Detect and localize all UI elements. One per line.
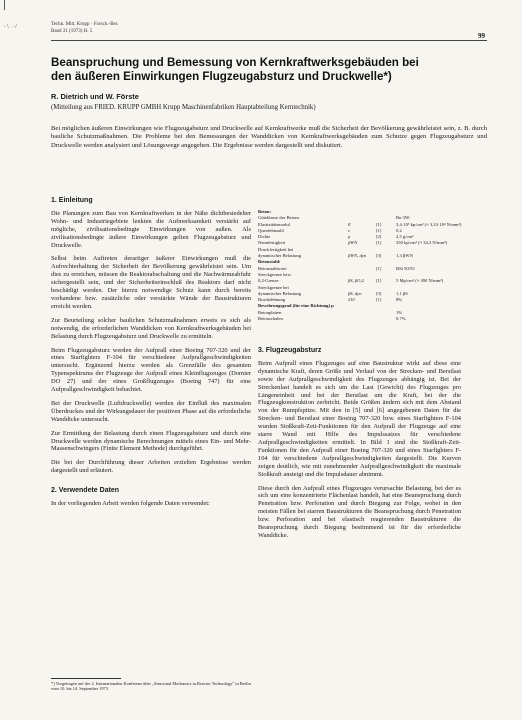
table-cell-value: 0,7% xyxy=(396,316,406,322)
table-cell-label: Nennfestigkeit xyxy=(258,240,286,246)
table-cell-unit: [3] xyxy=(376,290,382,296)
table-cell-value: 350 kp/cm² (≈ 34,3 N/mm²) xyxy=(396,240,448,246)
table-cell-unit xyxy=(376,316,396,322)
footnote xyxy=(51,678,251,692)
paragraph: Die Planungen zum Bau von Kernkraftwerken in der Nähe dichtbesiedelter Wohn- und Industriegebiete lenkten die Aufmerksamkeit verstärkt auf mögliche, zivilisationsbedingte Einwirkungen von außen. Als zivilisationsbedingte äußere Einwirkungen gelten Flugzeugabsturz und Druckwelle. xyxy=(51,209,251,249)
paragraph: Zur Ermittlung der Belastung durch einen Flugzeugabsturz und durch eine Druckwelle werden dynamische Berechnungen mittels eines Ein- und Mehr-Massenschwingers (Finite Element Methode) durchgeführt. xyxy=(51,429,251,453)
table-cell-unit: [2] xyxy=(376,234,382,240)
table-cell-label: Beton: xyxy=(258,209,272,214)
journal-line-2: Band 31 (1973) H. 5 xyxy=(51,29,93,34)
table-cell-unit: [1] xyxy=(376,221,382,227)
table-cell-symbol: ρ xyxy=(348,234,351,240)
table-cell-unit: [3] xyxy=(376,253,382,259)
title-line-1: Beanspruchung und Bemessung von Kernkraftwerksgebäuden bei xyxy=(51,56,419,69)
materials-table xyxy=(258,209,508,322)
paragraph: In der vorliegenden Arbeit werden folgende Daten verwendet: xyxy=(51,500,210,508)
right-column xyxy=(258,347,461,546)
table-cell-label: 0,2-Grenze xyxy=(258,278,279,284)
table-cell-label: Betonschalen xyxy=(258,316,283,322)
paragraph: Die bei der Durchführung dieser Arbeiten erzielten Ergebnisse werden dargestellt und erläutert. xyxy=(51,459,251,475)
table-cell-label: Betonstahl: xyxy=(258,259,281,265)
journal-line-1: Techn. Mitt. Krupp · Forsch.-Ber. xyxy=(51,22,119,27)
table-cell-unit: [1] xyxy=(376,227,382,233)
table-cell-label: dynamischer Belastung xyxy=(258,290,301,296)
table-cell-unit: [1] xyxy=(376,278,382,284)
table-cell-label: dynamischer Belastung xyxy=(258,253,301,259)
table-cell-unit: [1] xyxy=(376,240,382,246)
table-cell-label: Betonplatten xyxy=(258,309,282,315)
table-cell-symbol: ν xyxy=(348,227,351,233)
table-cell-value: Bn 350 xyxy=(396,215,410,221)
section-heading-flugzeugabsturz: 3. Flugzeugabsturz xyxy=(258,347,322,354)
paragraph: Diese durch den Aufprall eines Flugzeuges verursachte Belastung, bei der es sich um eine konzentrierte Flächenlast handelt, hat eine Beanspruchung durch Penetration bzw. Perforation und durch Biegung zur Folge, wobei in den meisten Fällen bei starren Baustrukturen die Beanspruchung durch Penetration bzw. Perforation und bei elastisch reagierenden Baustrukturen die Beanspruchung durch Biegung bestimmend ist für die erforderliche Wanddicke. xyxy=(258,484,461,539)
page-number: 99 xyxy=(478,32,485,40)
table-cell-value: 8% xyxy=(396,297,403,303)
table-cell-value: BSt 50/55 xyxy=(396,265,415,271)
table-cell-value: 1,1 βS xyxy=(396,290,408,296)
authors: R. Dietrich und W. Förste xyxy=(51,92,139,101)
table-cell-symbol: βWN, dyn xyxy=(348,253,367,259)
paragraph: Selbst beim Auftreten derartiger äußerer Einwirkungen muß die Aufrechterhaltung der Sicherheit der Bevölkerung gewährleistet sein. Um dies zu erreichen, müssen die Reaktorabschaltung und die Nachwärmeabfuhr sichergestellt sein, und der Sicherheitseinschluß des Reaktors darf nicht beschädigt werden. Der hierzu notwendige Schutz kann durch bereits vorhandene bzw. zusätzliche oder verstärkte Wände der Baustrukturen erreicht werden. xyxy=(51,255,251,310)
table-cell-label: Streckgrenze bei xyxy=(258,284,289,290)
table-cell-value: 5 Mp/cm² (≈ 490 N/mm²) xyxy=(396,278,444,284)
affiliation: (Mitteilung aus FRIED. KRUPP GMBH Krupp Maschinenfabriken Hauptabteilung Kerntechnik) xyxy=(51,104,316,111)
table-cell-symbol: E xyxy=(348,221,351,227)
paragraph: Bei der Druckwelle (Luftdruckwelle) werden der Einfluß des maximalen Überdruckes und der Wirkungsdauer der positiven Phase auf die erforderliche Wanddicke untersucht. xyxy=(51,399,251,423)
table-cell-label: Querdehnzahl xyxy=(258,227,284,233)
materials-table-block xyxy=(258,209,510,322)
corner-mark: ·\ ·/ xyxy=(4,24,18,30)
edge-mark xyxy=(4,0,5,10)
table-cell-label: Streckgrenze bzw. xyxy=(258,271,292,277)
table-cell-label: Elastizitätsmodul xyxy=(258,221,290,227)
table-cell-symbol xyxy=(348,316,376,322)
footnote-rule xyxy=(51,678,121,679)
section-heading-daten: 2. Verwendete Daten xyxy=(51,487,120,495)
paragraph: Zur Beurteilung solcher baulichen Schutzmaßnahmen erweis es sich als notwendig, die erforderlichen Wanddicken von Kernkraftwerksgebäuden bei Belastung durch Flugzeugabsturz und Druckwelle zu ermitteln. xyxy=(51,316,251,340)
table-cell-value: 3,4·10⁵ kp/cm² (≈ 3,33·10⁴ N/mm²) xyxy=(396,221,462,227)
table-cell-symbol: βWN xyxy=(348,240,358,246)
table-cell-value: 2,5 g/cm³ xyxy=(396,234,414,240)
footnote-text: *) Vorgetragen auf der 2. Internationalen Konferenz über „Structural Mechanics in Reactor Technology" in Berlin vom 10. bis 14. September 1973 xyxy=(51,681,251,692)
table-cell-unit: [1] xyxy=(376,297,382,303)
table-cell-label: Güteklasse des Betons xyxy=(258,215,300,221)
title-line-2: den äußeren Einwirkungen Flugzeugabsturz und Druckwelle*) xyxy=(51,69,392,83)
article-title xyxy=(51,56,491,83)
table-cell-value: 0,2 xyxy=(396,227,402,233)
table-cell-label: Bruchdehnung xyxy=(258,297,286,303)
table-cell-symbol: δ10 xyxy=(348,297,355,303)
table-cell-value: 1,3 βWN xyxy=(396,253,413,259)
table-cell-label: Dichte xyxy=(258,234,271,240)
table-cell-label: Bewehrungsgrad (für eine Richtung) μ xyxy=(258,303,334,309)
abstract: Bei möglichen äußeren Einwirkungen wie Flugzeugabsturz und Druckwelle auf Kernkraftwerke muß die Sicherheit der Bevölkerung gewährleistet sein, z. B. durch bauliche Schutzmaßnahmen. Die Probleme bei den Bemessungen der Wanddicken von Kernkraftwerksgebäuden zum Schutze gegen Flugzeugabsturz und Druckwelle werden analysiert und Lösungswege angegeben. Die Ergebnisse werden dargestellt und diskutiert. xyxy=(51,125,487,149)
table-cell-value: 1% xyxy=(396,309,403,315)
table-row xyxy=(258,316,508,322)
table-cell-symbol: βS, βO,2 xyxy=(348,278,364,284)
section-heading-einleitung: 1. Einleitung xyxy=(51,197,93,204)
header-rule xyxy=(51,40,487,41)
left-column xyxy=(51,197,251,514)
table-cell-label: Druckfestigkeit bei xyxy=(258,246,294,252)
table-cell-symbol: βS, dyn xyxy=(348,290,362,296)
paragraph: Beim Flugzeugabsturz werden der Aufprall einer Boeing 707-320 und der eines Starfighters F-104 für verschiedene Aufprallgeschwindigkeiten untersucht. Ergänzend hierzu werden als Grenzfälle des gesamten Typenspektrums der Flugzeuge der Aufprall eines Kleinflugzeuges (Dornier DO 27) und der eines Großflugzeuges (Boeing 747) für eine Aufprallgeschwindigkeit behachtet. xyxy=(51,346,251,394)
table-cell-label: Betonstahlsorte xyxy=(258,265,287,271)
table-cell-unit: [1] xyxy=(376,265,382,271)
paragraph: Beim Aufprall eines Flugzeuges auf eine Baustruktur wirkt auf diese eine dynamische Kraft, deren Größe und Verlauf von der Strecken- und Berstlast sowie der Aufprallgeschwindigkeit des Flugzeuges abhängig ist. Bei der Streckenlast handelt es sich um die Last (Gewicht) des Flugzeuges pro Längeneinheit und bei der Berstlast um die Kraft, bei der die Flugzeugkonstruktion zerbricht. Beide Größen ändern sich mit dem Abstand von der Rumpfspitze. Mit den in [5] und [6] angegebenen Daten für die Strecken- und Berstlast einer Boeing 707-320 bzw. eines Starfighters F-104 wurden Stoßkraft-Zeit-Funktionen für den Aufprall der Flugzeuge auf eine starre Wand mit Hilfe des Impulssatzes für verschiedene Aufprallgeschwindigkeiten ermittelt. In Bild 1 sind die Stoßkraft-Zeit-Funktionen für den Aufprall einer Boeing 707-320 und eines Starfighters F-104 für verschiedene Aufprallgeschwindigkeiten dargestellt. Die Kurven zeigen deutlich, wie mit zunehmender Aufprallgeschwindigkeit die maximale Stoßkraft ansteigt und die Impulsdauer abnimmt. xyxy=(258,359,461,478)
